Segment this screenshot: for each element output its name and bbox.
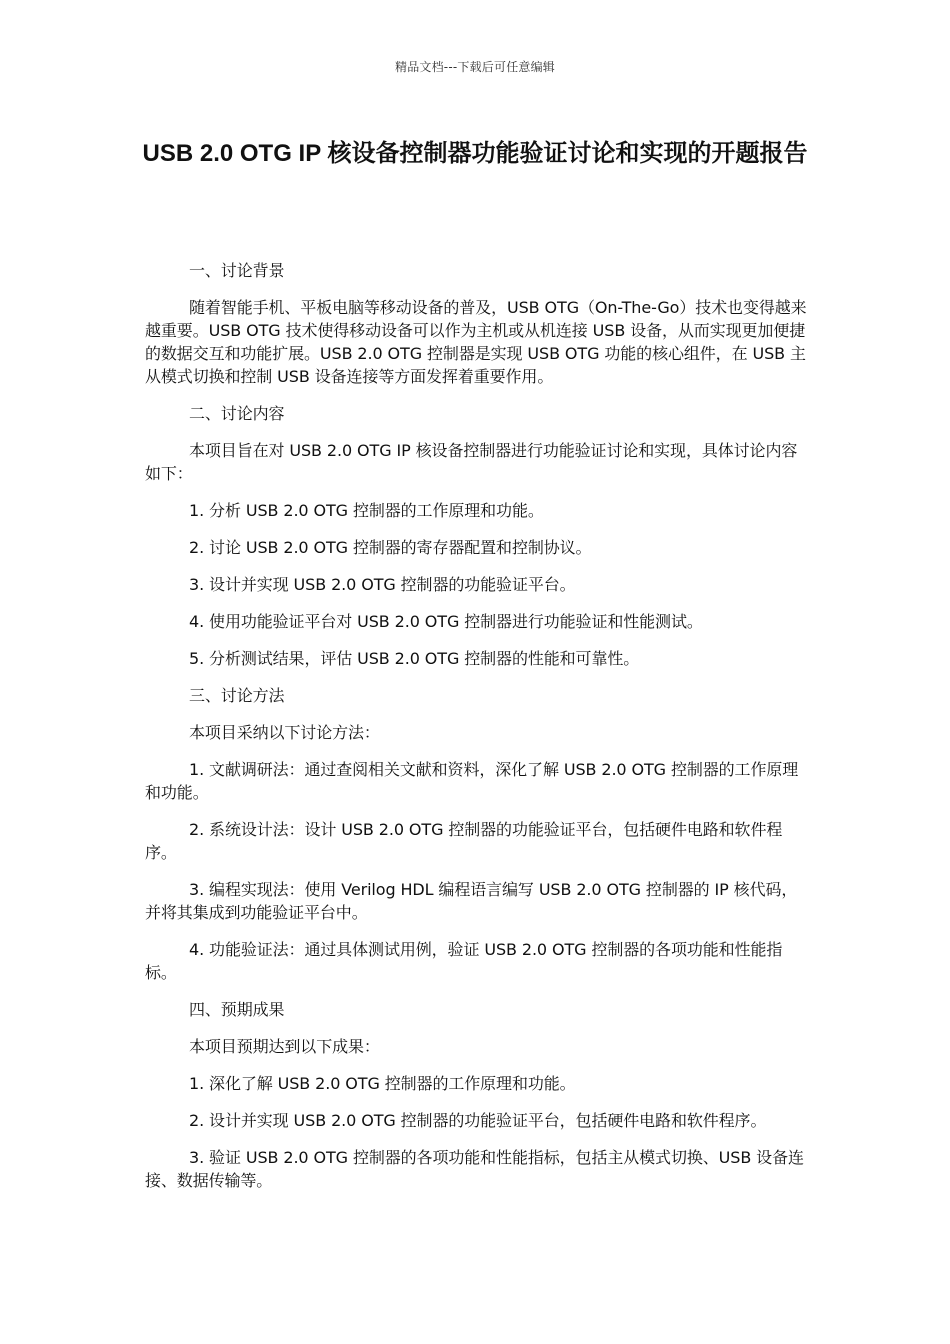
method-item: 4. 功能验证法：通过具体测试用例，验证 USB 2.0 OTG 控制器的各项功能和性能指标。 <box>145 940 783 982</box>
section-heading-results: 四、预期成果 <box>189 1000 285 1019</box>
content-item: 2. 讨论 USB 2.0 OTG 控制器的寄存器配置和控制协议。 <box>189 538 592 557</box>
section-heading-background: 一、讨论背景 <box>189 261 285 280</box>
results-item: 2. 设计并实现 USB 2.0 OTG 控制器的功能验证平台，包括硬件电路和软件程序。 <box>189 1111 767 1130</box>
background-paragraph: 随着智能手机、平板电脑等移动设备的普及，USB OTG（On-The-Go）技术也变得越来越重要。USB OTG 技术使得移动设备可以作为主机或从机连接 USB 设备，从而实现更加便捷的数据交互和功能扩展。USB 2.0 OTG 控制器是实现 USB OTG 功能的核心组件，在 USB 主从模式切换和控制 USB 设备连接等方面发挥着重要作用。 <box>145 298 807 386</box>
content-intro: 本项目旨在对 USB 2.0 OTG IP 核设备控制器进行功能验证讨论和实现，具体讨论内容如下： <box>145 441 798 483</box>
content-item: 3. 设计并实现 USB 2.0 OTG 控制器的功能验证平台。 <box>189 575 576 594</box>
section-heading-content: 二、讨论内容 <box>189 404 285 423</box>
document-body <box>145 259 810 1206</box>
method-intro: 本项目采纳以下讨论方法： <box>189 723 380 742</box>
results-item: 1. 深化了解 USB 2.0 OTG 控制器的工作原理和功能。 <box>189 1074 576 1093</box>
section-heading-method: 三、讨论方法 <box>189 686 285 705</box>
method-item: 1. 文献调研法：通过查阅相关文献和资料，深化了解 USB 2.0 OTG 控制器的工作原理和功能。 <box>145 760 799 802</box>
results-item: 3. 验证 USB 2.0 OTG 控制器的各项功能和性能指标，包括主从模式切换、USB 设备连接、数据传输等。 <box>145 1148 804 1190</box>
header-note: 精品文档---下载后可任意编辑 <box>395 60 555 74</box>
method-item: 3. 编程实现法：使用 Verilog HDL 编程语言编写 USB 2.0 OTG 控制器的 IP 核代码，并将其集成到功能验证平台中。 <box>145 880 798 922</box>
document-title: USB 2.0 OTG IP 核设备控制器功能验证讨论和实现的开题报告 <box>142 140 808 167</box>
method-item: 2. 系统设计法：设计 USB 2.0 OTG 控制器的功能验证平台，包括硬件电路和软件程序。 <box>145 820 783 862</box>
content-item: 4. 使用功能验证平台对 USB 2.0 OTG 控制器进行功能验证和性能测试。 <box>189 612 703 631</box>
results-intro: 本项目预期达到以下成果： <box>189 1037 380 1056</box>
content-item: 1. 分析 USB 2.0 OTG 控制器的工作原理和功能。 <box>189 501 544 520</box>
content-item: 5. 分析测试结果，评估 USB 2.0 OTG 控制器的性能和可靠性。 <box>189 649 640 668</box>
